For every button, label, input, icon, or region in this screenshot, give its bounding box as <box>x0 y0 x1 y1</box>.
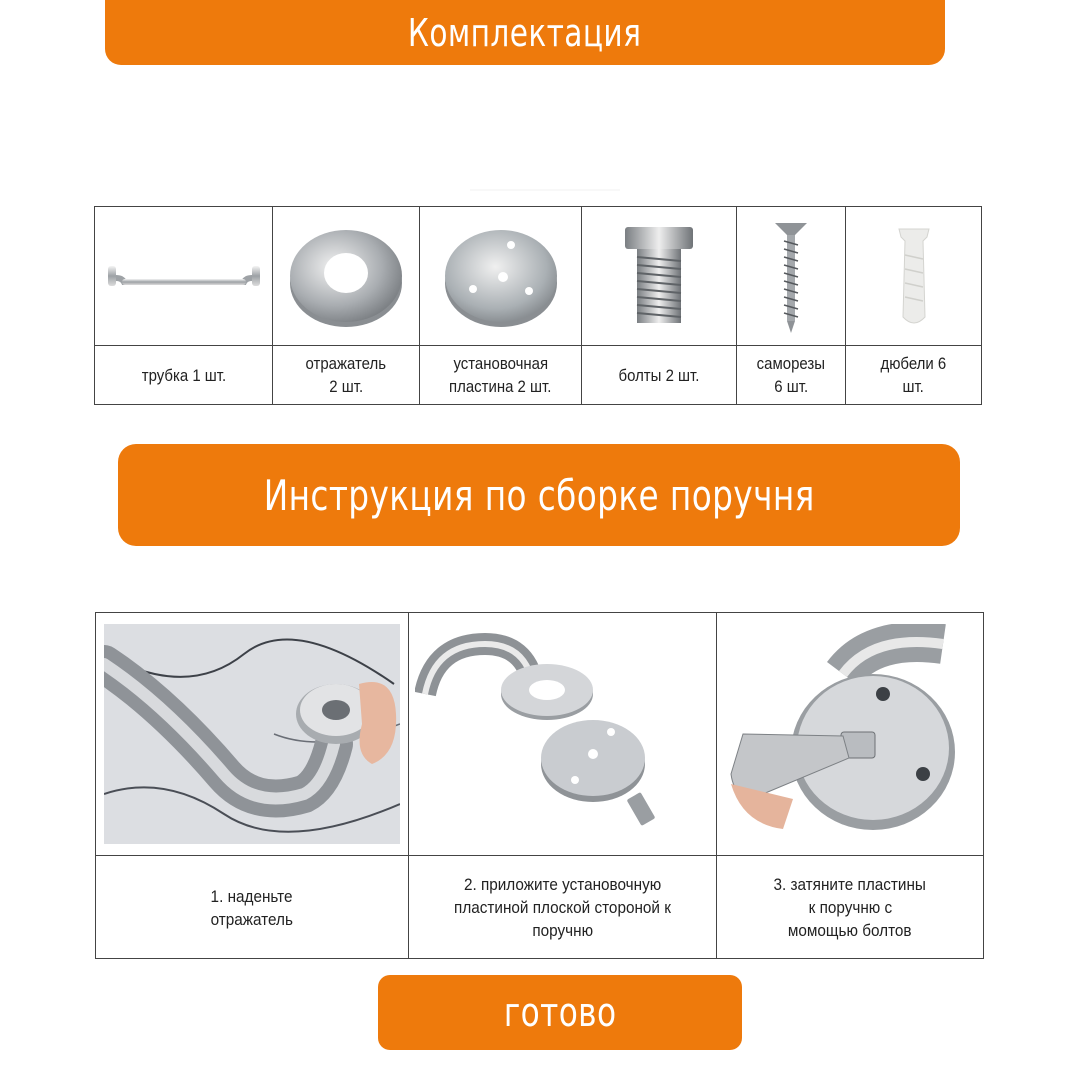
steps-table <box>95 612 984 959</box>
step-label-cell <box>717 856 984 960</box>
kit-title-banner <box>105 0 945 65</box>
kit-label-dowel: дюбели 6 <box>880 354 947 373</box>
faint-divider <box>0 185 1080 195</box>
kit-label-bolt: болты 2 шт. <box>618 365 700 385</box>
steps-bottom-line <box>95 958 983 959</box>
kit-label-cell <box>582 346 737 405</box>
step-3-photo <box>723 624 977 844</box>
step-2-photo <box>415 624 711 844</box>
kit-cell-tube <box>95 207 273 346</box>
kit-label-tube: трубка 1 шт. <box>141 365 226 385</box>
step-label-cell <box>409 856 717 960</box>
step-2-line-2: пластиной плоской стороной к <box>454 898 671 917</box>
kit-label-cell <box>420 346 582 405</box>
step-1-line-2: отражатель <box>210 909 294 929</box>
kit-label-plate-qty: пластина 2 шт. <box>449 377 552 396</box>
kit-cell-screw <box>737 207 846 346</box>
screw-icon <box>771 217 811 335</box>
step-3-line-1: 3. затяните пластины <box>773 875 927 894</box>
kit-label-screw-qty: 6 шт. <box>774 377 808 396</box>
kit-label-plate: установочная <box>453 354 548 373</box>
step-3-line-3: момощью болтов <box>788 921 912 940</box>
kit-cell-plate <box>420 207 582 346</box>
kit-label-cell <box>95 346 273 405</box>
instruction-title-banner <box>118 444 960 546</box>
kit-cell-dowel <box>846 207 982 346</box>
mounting-plate-icon <box>441 221 561 331</box>
kit-table <box>94 206 982 405</box>
kit-label-cell <box>737 346 846 405</box>
kit-label-reflector-qty: 2 шт. <box>329 377 363 396</box>
kit-cell-reflector <box>273 207 420 346</box>
instruction-title: Инструкция по сборке поручня <box>263 470 815 520</box>
kit-label-reflector: отражатель <box>305 354 387 373</box>
reflector-ring-icon <box>286 221 406 331</box>
step-image-cell <box>409 613 717 856</box>
step-2-line-3: поручню <box>532 921 593 940</box>
step-1-line-1: 1. наденьте <box>211 886 293 906</box>
bolt-icon <box>619 221 699 331</box>
step-2-line-1: 2. приложите установочную <box>463 875 662 894</box>
step-1-photo <box>104 624 400 844</box>
done-label: готово <box>503 989 617 1036</box>
kit-label-dowel-qty: шт. <box>902 377 925 396</box>
step-label-cell <box>96 856 409 960</box>
handrail-tube-icon <box>104 256 264 296</box>
kit-label-cell <box>846 346 982 405</box>
kit-label-cell <box>273 346 420 405</box>
step-image-cell <box>96 613 409 856</box>
kit-label-screw: саморезы <box>756 354 826 373</box>
step-image-cell <box>717 613 984 856</box>
done-banner <box>378 975 742 1050</box>
dowel-icon <box>889 221 939 331</box>
kit-title: Комплектация <box>408 10 642 55</box>
kit-cell-bolt <box>582 207 737 346</box>
step-3-line-2: к поручню с <box>808 898 892 917</box>
